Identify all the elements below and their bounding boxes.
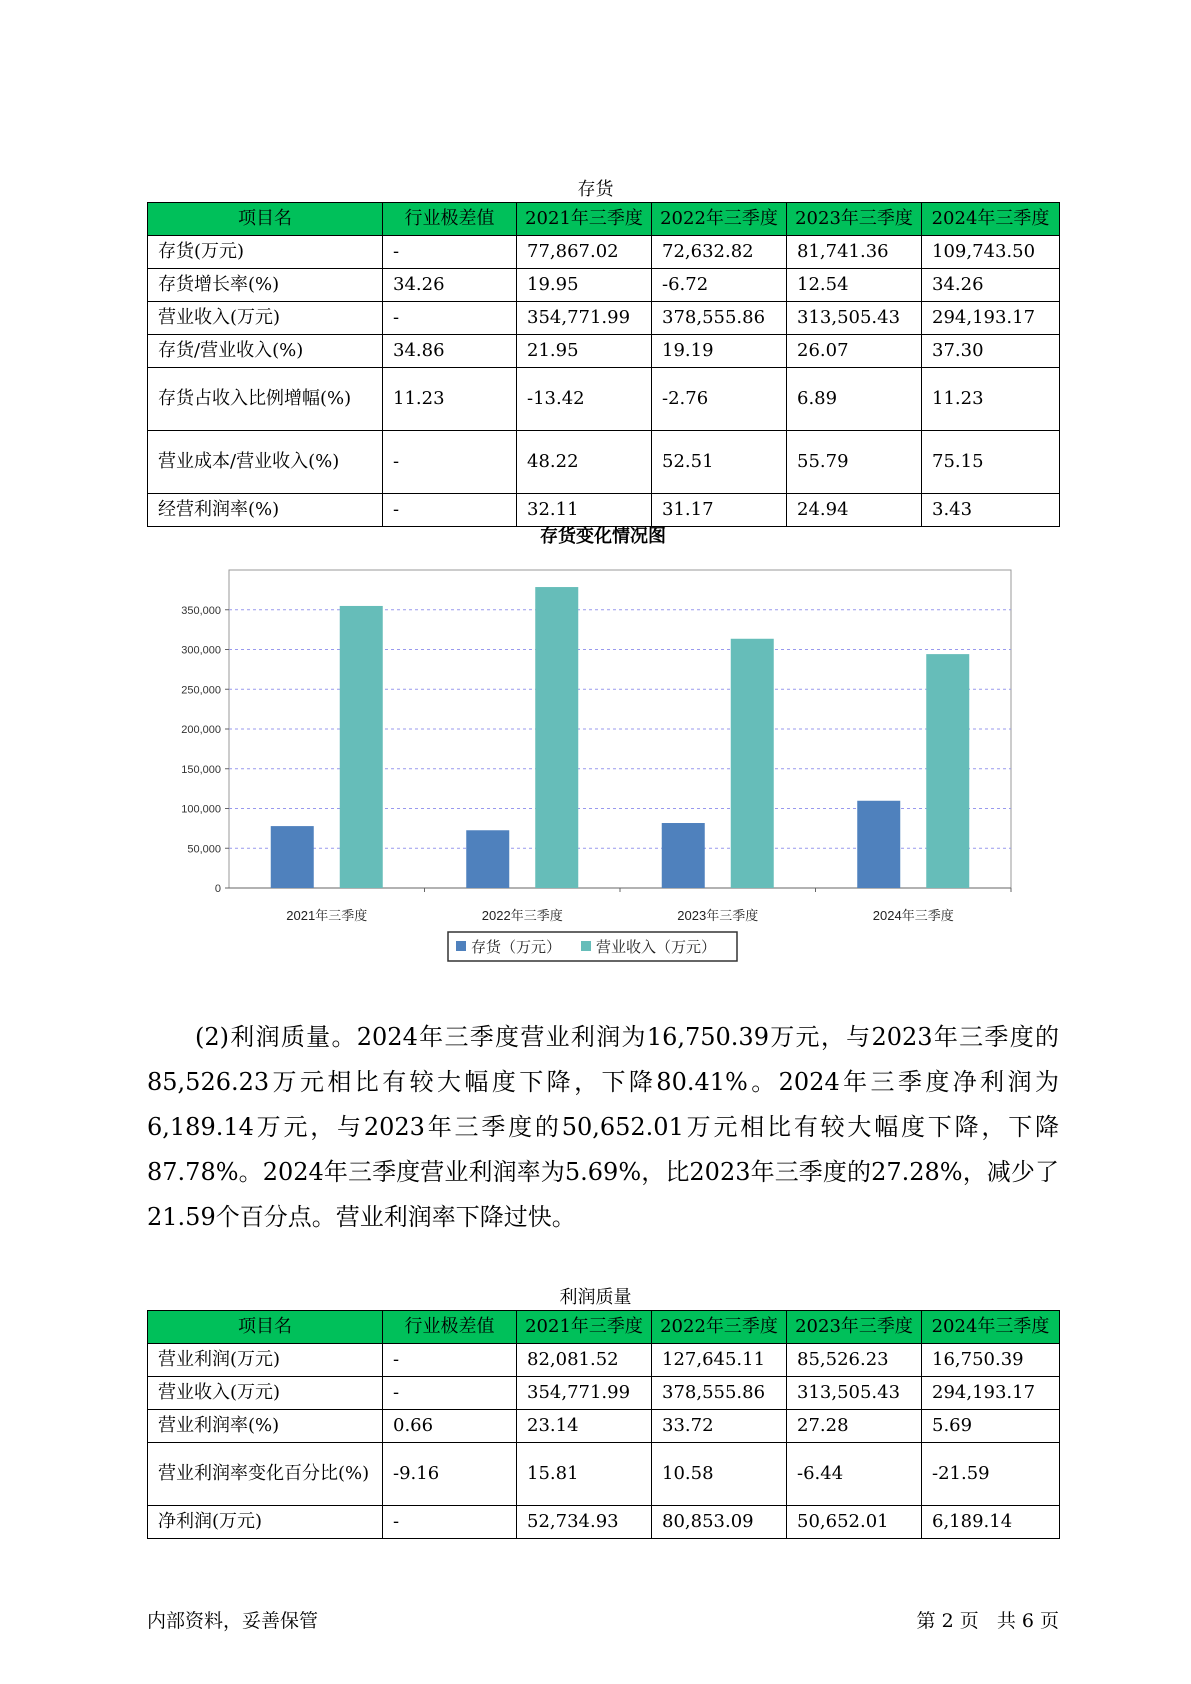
header-cell: 项目名 bbox=[148, 1311, 383, 1344]
table-cell: 75.15 bbox=[922, 431, 1060, 494]
x-tick-label: 2021年三季度 bbox=[286, 908, 368, 923]
table-cell: - bbox=[383, 1344, 517, 1377]
row-label-cell: 营业收入(万元) bbox=[148, 1377, 383, 1410]
header-cell: 行业极差值 bbox=[383, 1311, 517, 1344]
header-cell: 2024年三季度 bbox=[922, 1311, 1060, 1344]
table-cell: 0.66 bbox=[383, 1410, 517, 1443]
header-cell: 2021年三季度 bbox=[517, 203, 652, 236]
table-cell: 37.30 bbox=[922, 335, 1060, 368]
table-cell: 109,743.50 bbox=[922, 236, 1060, 269]
header-cell: 2021年三季度 bbox=[517, 1311, 652, 1344]
table-cell: - bbox=[383, 431, 517, 494]
table-cell: -21.59 bbox=[922, 1443, 1060, 1506]
table-cell: 11.23 bbox=[922, 368, 1060, 431]
row-label-cell: 存货/营业收入(%) bbox=[148, 335, 383, 368]
table-cell: -2.76 bbox=[652, 368, 787, 431]
table1-caption: 存货 bbox=[577, 179, 614, 200]
x-tick-label: 2024年三季度 bbox=[872, 908, 954, 923]
table-cell: 34.26 bbox=[922, 269, 1060, 302]
table-header-row bbox=[148, 203, 1060, 236]
bar-inventory bbox=[662, 823, 705, 888]
table-cell: 77,867.02 bbox=[517, 236, 652, 269]
table-row bbox=[148, 1506, 1060, 1539]
table-cell: 24.94 bbox=[787, 494, 922, 527]
table-cell: - bbox=[383, 302, 517, 335]
table-cell: 127,645.11 bbox=[652, 1344, 787, 1377]
table-cell: 48.22 bbox=[517, 431, 652, 494]
bar-revenue bbox=[340, 606, 383, 888]
row-label-cell: 营业收入(万元) bbox=[148, 302, 383, 335]
table-cell: 21.95 bbox=[517, 335, 652, 368]
table-row bbox=[148, 236, 1060, 269]
table-cell: 31.17 bbox=[652, 494, 787, 527]
table-cell: 10.58 bbox=[652, 1443, 787, 1506]
table-cell: 6.89 bbox=[787, 368, 922, 431]
table-row bbox=[148, 302, 1060, 335]
table-cell: 354,771.99 bbox=[517, 1377, 652, 1410]
table2-caption: 利润质量 bbox=[559, 1287, 632, 1308]
table-row bbox=[148, 1410, 1060, 1443]
chart-title: 存货变化情况图 bbox=[540, 526, 666, 546]
y-tick-label: 350,000 bbox=[181, 604, 221, 617]
legend-swatch bbox=[581, 941, 591, 951]
table-header-row bbox=[148, 1311, 1060, 1344]
table-row bbox=[148, 368, 1060, 431]
table-cell: 16,750.39 bbox=[922, 1344, 1060, 1377]
y-tick-label: 50,000 bbox=[187, 843, 221, 856]
table-cell: 15.81 bbox=[517, 1443, 652, 1506]
table-cell: 23.14 bbox=[517, 1410, 652, 1443]
table-cell: 294,193.17 bbox=[922, 1377, 1060, 1410]
table-cell: 6,189.14 bbox=[922, 1506, 1060, 1539]
profit-quality-paragraph: (2)利润质量。2024年三季度营业利润为16,750.39万元，与2023年三季度的85,526.23万元相比有较大幅度下降，下降80.41%。2024年三季度净利润为6,189.14万元，与2023年三季度的50,652.01万元相比有较大幅度下降，下降87.78%。2024年三季度营业利润率为5.69%，比2023年三季度的27.28%，减少了21.59个百分点。营业利润率下降过快。 bbox=[147, 1023, 1059, 1231]
header-cell: 2022年三季度 bbox=[652, 1311, 787, 1344]
row-label-cell: 存货(万元) bbox=[148, 236, 383, 269]
bar-inventory bbox=[271, 826, 314, 888]
header-cell: 2023年三季度 bbox=[787, 1311, 922, 1344]
header-cell: 行业极差值 bbox=[383, 203, 517, 236]
row-label-cell: 净利润(万元) bbox=[148, 1506, 383, 1539]
row-label-cell: 营业成本/营业收入(%) bbox=[148, 431, 383, 494]
header-cell: 2022年三季度 bbox=[652, 203, 787, 236]
table-row bbox=[148, 431, 1060, 494]
table-cell: 11.23 bbox=[383, 368, 517, 431]
row-label-cell: 存货占收入比例增幅(%) bbox=[148, 368, 383, 431]
bar-revenue bbox=[731, 639, 774, 888]
table-cell: 294,193.17 bbox=[922, 302, 1060, 335]
table-cell: - bbox=[383, 494, 517, 527]
table-cell: 313,505.43 bbox=[787, 1377, 922, 1410]
row-label-cell: 营业利润(万元) bbox=[148, 1344, 383, 1377]
y-tick-label: 150,000 bbox=[181, 763, 221, 776]
x-tick-label: 2022年三季度 bbox=[481, 908, 563, 923]
table-cell: 85,526.23 bbox=[787, 1344, 922, 1377]
table-cell: -13.42 bbox=[517, 368, 652, 431]
table-cell: 27.28 bbox=[787, 1410, 922, 1443]
table-cell: 19.19 bbox=[652, 335, 787, 368]
table-cell: 34.86 bbox=[383, 335, 517, 368]
table-cell: 26.07 bbox=[787, 335, 922, 368]
table-cell: -6.44 bbox=[787, 1443, 922, 1506]
table-cell: 12.54 bbox=[787, 269, 922, 302]
table-cell: 52,734.93 bbox=[517, 1506, 652, 1539]
header-cell: 2023年三季度 bbox=[787, 203, 922, 236]
table-row bbox=[148, 269, 1060, 302]
table-cell: 5.69 bbox=[922, 1410, 1060, 1443]
row-label-cell: 营业利润率变化百分比(%) bbox=[148, 1443, 383, 1506]
table-cell: - bbox=[383, 1377, 517, 1410]
footer-confidential-note: 内部资料，妥善保管 bbox=[147, 1610, 319, 1632]
table-cell: 52.51 bbox=[652, 431, 787, 494]
y-tick-label: 100,000 bbox=[181, 803, 221, 816]
table-cell: 378,555.86 bbox=[652, 1377, 787, 1410]
table-cell: 19.95 bbox=[517, 269, 652, 302]
footer-page-number: 第 2 页 共 6 页 bbox=[916, 1610, 1059, 1632]
legend-label: 营业收入（万元） bbox=[596, 939, 717, 956]
bar-revenue bbox=[535, 587, 578, 888]
table-cell: 33.72 bbox=[652, 1410, 787, 1443]
row-label-cell: 经营利润率(%) bbox=[148, 494, 383, 527]
table-cell: 32.11 bbox=[517, 494, 652, 527]
table-cell: 72,632.82 bbox=[652, 236, 787, 269]
legend-swatch bbox=[456, 941, 466, 951]
bar-revenue bbox=[926, 654, 969, 888]
table-cell: 354,771.99 bbox=[517, 302, 652, 335]
table-row bbox=[148, 335, 1060, 368]
table-cell: 55.79 bbox=[787, 431, 922, 494]
y-tick-label: 250,000 bbox=[181, 684, 221, 697]
bar-inventory bbox=[857, 801, 900, 888]
y-tick-label: 300,000 bbox=[181, 644, 221, 657]
legend-label: 存货（万元） bbox=[471, 939, 562, 956]
row-label-cell: 存货增长率(%) bbox=[148, 269, 383, 302]
table-cell: -6.72 bbox=[652, 269, 787, 302]
table-row bbox=[148, 1443, 1060, 1506]
row-label-cell: 营业利润率(%) bbox=[148, 1410, 383, 1443]
table-cell: 3.43 bbox=[922, 494, 1060, 527]
profit-quality-table bbox=[147, 1310, 1060, 1539]
table-row bbox=[148, 1377, 1060, 1410]
table-cell: 81,741.36 bbox=[787, 236, 922, 269]
header-cell: 项目名 bbox=[148, 203, 383, 236]
table-cell: - bbox=[383, 1506, 517, 1539]
x-tick-label: 2023年三季度 bbox=[677, 908, 759, 923]
table-cell: 34.26 bbox=[383, 269, 517, 302]
header-cell: 2024年三季度 bbox=[922, 203, 1060, 236]
table-cell: - bbox=[383, 236, 517, 269]
table-cell: -9.16 bbox=[383, 1443, 517, 1506]
y-tick-label: 0 bbox=[214, 883, 221, 895]
table-row bbox=[148, 1344, 1060, 1377]
table-cell: 378,555.86 bbox=[652, 302, 787, 335]
bar-inventory bbox=[466, 830, 509, 888]
table-cell: 313,505.43 bbox=[787, 302, 922, 335]
table-cell: 80,853.09 bbox=[652, 1506, 787, 1539]
inventory-table bbox=[147, 202, 1060, 527]
table-cell: 50,652.01 bbox=[787, 1506, 922, 1539]
y-tick-label: 200,000 bbox=[181, 724, 221, 736]
table-cell: 82,081.52 bbox=[517, 1344, 652, 1377]
inventory-chart bbox=[147, 520, 1059, 980]
